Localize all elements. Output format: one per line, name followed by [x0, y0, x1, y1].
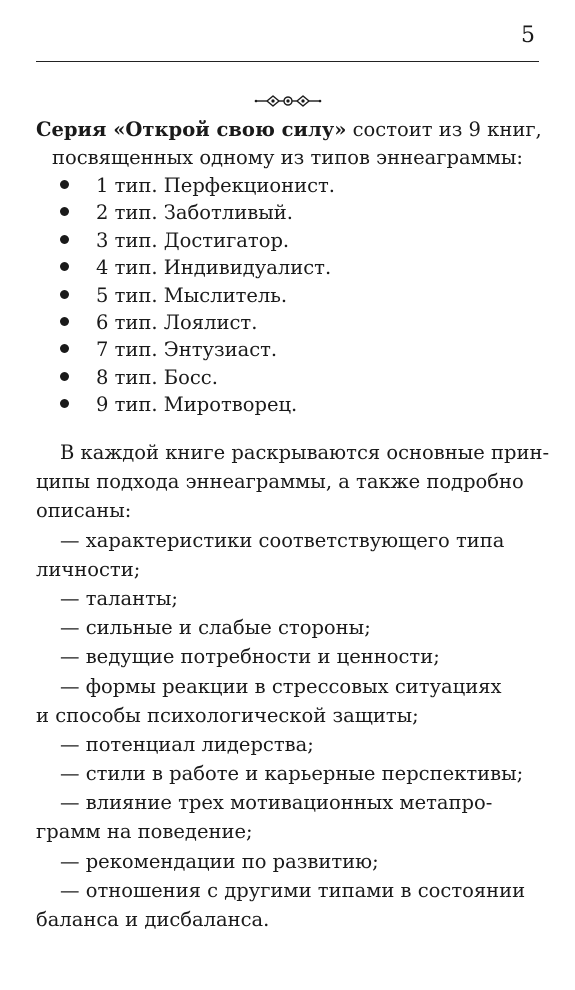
- feature-word: — характеристики: [60, 528, 253, 552]
- feature-word: стрессовых: [271, 674, 389, 698]
- paragraph-line: В каждой книге раскрываются основные прин-: [60, 441, 550, 464]
- bullet-icon: [60, 207, 69, 216]
- feature-item-recommendations: — рекомендации по развитию;: [60, 849, 379, 873]
- feature-word: трех: [178, 791, 224, 815]
- feature-item-needs: — ведущие потребности и ценности;: [60, 645, 440, 669]
- list-item: [60, 254, 335, 281]
- feature-word: — формы: [60, 674, 156, 698]
- feature-continuation: баланса и дисбаланса.: [36, 908, 270, 931]
- feature-word: в: [254, 674, 266, 698]
- list-item: [60, 172, 335, 199]
- bullet-icon: [60, 344, 69, 353]
- paragraph-line: описаны:: [36, 499, 132, 523]
- intro-line-2: посвященных одному из типов эннеаграммы:: [52, 146, 523, 169]
- bullet-icon: [60, 180, 69, 189]
- ornament-divider: [0, 90, 575, 104]
- bullet-icon: [60, 262, 69, 271]
- feature-word: метапро-: [399, 791, 493, 815]
- list-item-label: 4 тип. Индивидуалист.: [96, 256, 332, 280]
- list-item: [60, 336, 335, 363]
- ornament-icon: [253, 94, 323, 108]
- feature-word: мотивационных: [230, 791, 394, 815]
- bullet-icon: [60, 372, 69, 381]
- paragraph-line: ципы подхода эннеаграммы, а также подробно: [36, 470, 524, 494]
- series-title: Серия «Открой свою силу»: [36, 118, 347, 141]
- header-rule: [36, 61, 539, 62]
- list-item: [60, 309, 335, 336]
- list-item-label: 7 тип. Энтузиаст.: [96, 338, 278, 362]
- list-item-label: 9 тип. Миротворец.: [96, 393, 298, 417]
- list-item-label: 5 тип. Мыслитель.: [96, 283, 288, 307]
- intro-line-1: [36, 116, 542, 144]
- list-item: [60, 199, 335, 226]
- feature-item-leadership: — потенциал лидерства;: [60, 732, 314, 756]
- intro-line-1-rest: состоит из 9 книг,: [346, 118, 542, 141]
- feature-continuation: и способы психологической защиты;: [36, 703, 419, 727]
- enneagram-types-list: [60, 172, 335, 419]
- feature-word: соответствующего: [258, 528, 450, 552]
- page-number: 5: [521, 23, 535, 48]
- list-item-label: 6 тип. Лоялист.: [96, 310, 258, 334]
- bullet-icon: [60, 235, 69, 244]
- list-item-label: 3 тип. Достигатор.: [96, 228, 290, 252]
- bullet-icon: [60, 399, 69, 408]
- bullet-icon: [60, 317, 69, 326]
- list-item: [60, 282, 335, 309]
- list-item-label: 2 тип. Заботливый.: [96, 201, 293, 225]
- feature-word: типа: [456, 528, 505, 552]
- feature-word: реакции: [162, 674, 249, 698]
- feature-continuation: личности;: [36, 557, 141, 581]
- feature-word: — влияние: [60, 791, 172, 815]
- feature-item-talents: — таланты;: [60, 586, 178, 610]
- feature-word: ситуациях: [394, 674, 502, 698]
- body-text: [36, 438, 550, 934]
- list-item: [60, 227, 335, 254]
- list-item-label: 8 тип. Босс.: [96, 365, 218, 389]
- feature-item-characteristics: [60, 526, 539, 555]
- list-item: [60, 391, 335, 418]
- feature-item-stress-reactions: [60, 672, 539, 701]
- feature-item-strengths: — сильные и слабые стороны;: [60, 616, 371, 640]
- bullet-icon: [60, 290, 69, 299]
- feature-continuation: грамм на поведение;: [36, 820, 253, 844]
- list-item-label: 1 тип. Перфекционист.: [96, 174, 335, 197]
- list-item: [60, 364, 335, 391]
- feature-item-metaprograms: [60, 788, 539, 817]
- series-intro: [36, 116, 542, 172]
- feature-item-relationships: — отношения с другими типами в состоянии: [60, 878, 526, 902]
- feature-item-work-styles: — стили в работе и карьерные перспективы;: [60, 762, 524, 786]
